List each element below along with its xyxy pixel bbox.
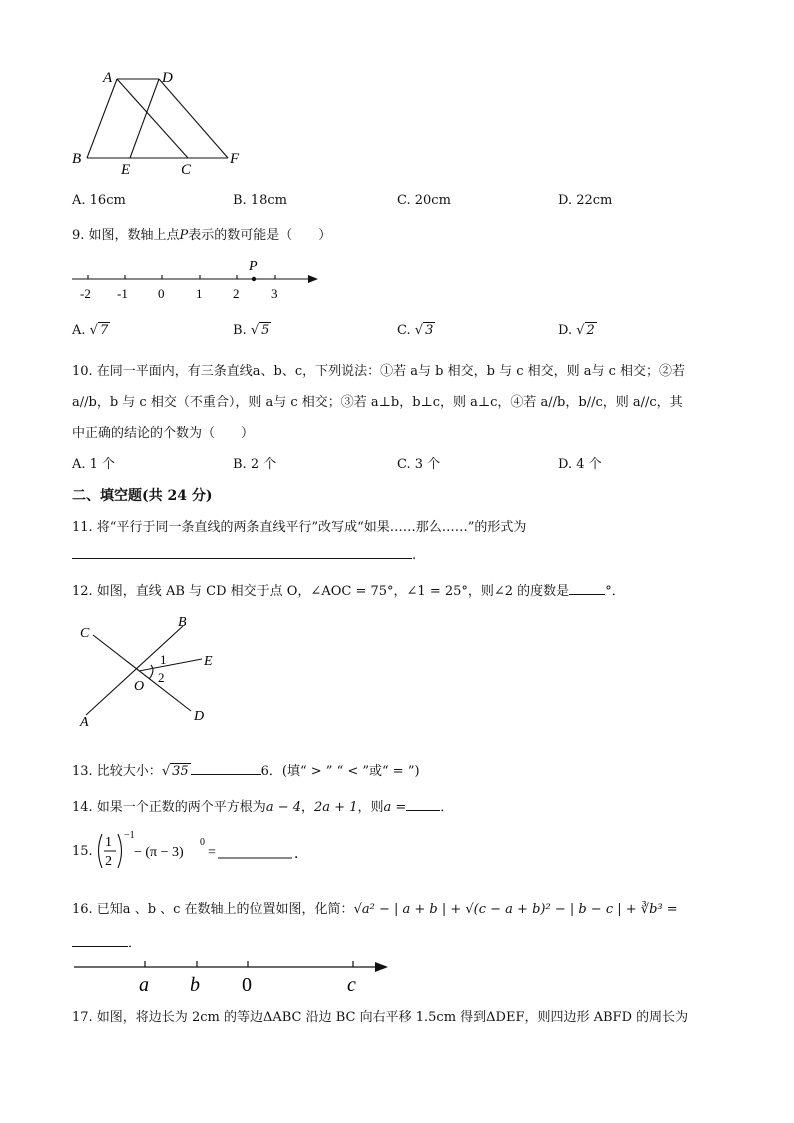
q9-option-d[interactable]	[558, 323, 597, 338]
label-C: C	[181, 162, 192, 178]
radicand: 2	[586, 323, 595, 338]
label-E: E	[121, 162, 131, 178]
q8-option-a[interactable]: A. 16cm	[72, 193, 126, 208]
q9-option-d-label: D.	[558, 323, 573, 338]
number-line-label-c: c	[347, 974, 356, 996]
q14-text-a: 14. 如果一个正数的两个平方根为	[72, 800, 266, 815]
q14-sep: ，	[301, 800, 315, 815]
q14-expr-3: a =	[383, 800, 407, 815]
q8-option-c[interactable]: C. 20cm	[397, 193, 451, 208]
label-B: B	[178, 615, 187, 630]
q10-option-d[interactable]: D. 4 个	[558, 457, 602, 472]
radicand: 5	[261, 323, 270, 338]
q11-tail: .	[412, 548, 417, 563]
section-title: 二、填空题(共 24 分)	[72, 488, 213, 504]
q15-label: 15.	[72, 844, 93, 859]
q9-stem-b: 表示的数可能是（ ）	[188, 228, 332, 243]
q13-text-a: 13. 比较大小：	[72, 764, 162, 779]
q9-option-b-label: B.	[233, 323, 247, 338]
tick-3: 3	[271, 286, 278, 301]
q9-option-a[interactable]	[72, 323, 110, 338]
q11-answer-line[interactable]	[72, 546, 416, 563]
angle-2-label: 2	[158, 670, 165, 685]
q15-tail: ．	[294, 847, 308, 862]
label-E: E	[204, 654, 213, 669]
q16-blank[interactable]	[72, 934, 128, 947]
q15-expression	[94, 828, 324, 874]
angle-1-label: 1	[160, 652, 167, 667]
q10-option-b[interactable]: B. 2 个	[233, 457, 277, 472]
q12-text-a: 12. 如图，直线 AB 与 CD 相交于点 O，∠AOC = 75°，∠1 = 25°，则∠2 的度数是	[72, 584, 570, 599]
sqrt-5: √ 5	[250, 323, 270, 338]
q15-middle: − (π − 3)	[134, 845, 184, 860]
label-C: C	[80, 626, 90, 641]
q12-blank[interactable]	[569, 582, 605, 595]
q10-line-2: a//b，b 与 c 相交（不重合），则 a与 c 相交；③若 a⊥b，b⊥c，则 a⊥c，④若 a//b，b//c，则 a//c，其	[72, 395, 683, 410]
label-A: A	[103, 70, 113, 86]
q9-option-c-label: C.	[397, 323, 411, 338]
q8-option-b[interactable]: B. 18cm	[233, 193, 287, 208]
q15-equals: =	[208, 845, 216, 860]
q9-option-c[interactable]	[397, 323, 435, 338]
q16-answer-line[interactable]	[72, 932, 141, 951]
tick-neg2: -2	[80, 286, 91, 301]
fraction-denominator: 2	[105, 854, 112, 869]
q10-option-a[interactable]: A. 1 个	[72, 457, 116, 472]
q14-text-b: ，则	[357, 800, 384, 815]
q14-text	[72, 796, 453, 815]
q13-text	[72, 760, 420, 779]
q11-blank[interactable]	[72, 546, 412, 559]
exponent-0: 0	[200, 837, 205, 848]
number-line-label-b: b	[190, 974, 200, 996]
number-line-label-0: 0	[242, 974, 252, 996]
q13-text-b: 6．(填“ > ” “ < ”或“ = ”)	[260, 764, 420, 779]
q9-option-a-label: A.	[72, 323, 86, 338]
q13-blank[interactable]	[191, 762, 261, 775]
label-B: B	[72, 151, 82, 167]
q14-expr-1: a − 4	[265, 800, 301, 815]
number-line-label-a: a	[139, 974, 149, 996]
label-O: O	[134, 679, 145, 694]
q16-text	[72, 898, 678, 917]
q14-expr-2: 2a + 1	[314, 800, 358, 815]
q9-number-line	[66, 256, 326, 302]
fraction-numerator: 1	[105, 835, 112, 850]
q12-text-b: °．	[605, 584, 625, 599]
q9-stem	[72, 224, 331, 243]
point-p-label: P	[249, 259, 258, 274]
q10-line-3: 中正确的结论的个数为（ ）	[72, 426, 255, 441]
q16-number-line	[70, 953, 400, 997]
q16-tail: ．	[128, 936, 142, 951]
tick-0: 0	[158, 286, 165, 301]
q9-stem-a: 9. 如图，数轴上点	[72, 228, 180, 243]
q10-option-c[interactable]: C. 3 个	[397, 457, 441, 472]
label-D: D	[162, 70, 173, 86]
intersecting-lines-figure	[70, 612, 230, 730]
exponent-neg-1: −1	[124, 830, 135, 841]
q11-text: 11. 将“平行于同一条直线的两条直线平行”改写成“如果……那么……”的形式为	[72, 520, 527, 535]
label-A: A	[80, 715, 89, 730]
radicand: 3	[425, 323, 434, 338]
q9-option-b[interactable]	[233, 323, 271, 338]
label-F: F	[230, 151, 240, 167]
q16-expression: √a² − | a + b | + √(c − a + b)² − | b − c | + ∛b³ =	[353, 902, 678, 917]
q17-text: 17. 如图，将边长为 2cm 的等边ΔABC 沿边 BC 向右平移 1.5cm 得到ΔDEF，则四边形 ABFD 的周长为	[72, 1010, 689, 1025]
q14-tail: ．	[440, 800, 454, 815]
radicand: 35	[172, 764, 189, 779]
sqrt-3: √ 3	[414, 323, 434, 338]
label-D: D	[194, 709, 205, 724]
radicand: 7	[99, 323, 109, 338]
tick-neg1: -1	[117, 286, 128, 301]
q14-blank[interactable]	[406, 798, 440, 811]
q10-line-1: 10. 在同一平面内，有三条直线a、b、c，下列说法：①若 a与 b 相交，b 与 c 相交，则 a与 c 相交；②若	[72, 364, 686, 379]
q9-stem-p: P	[179, 228, 189, 243]
q12-text	[72, 580, 625, 599]
sqrt-35: √ 35	[161, 764, 189, 779]
sqrt-2: √ 2	[576, 323, 595, 338]
sqrt-7: √ 7	[89, 323, 109, 338]
tick-2: 2	[233, 286, 240, 301]
parallelogram-figure	[60, 64, 260, 180]
q16-text-a: 16. 已知a 、b 、c 在数轴上的位置如图，化简：	[72, 902, 354, 917]
q8-option-d[interactable]: D. 22cm	[558, 193, 613, 208]
tick-1: 1	[196, 286, 203, 301]
